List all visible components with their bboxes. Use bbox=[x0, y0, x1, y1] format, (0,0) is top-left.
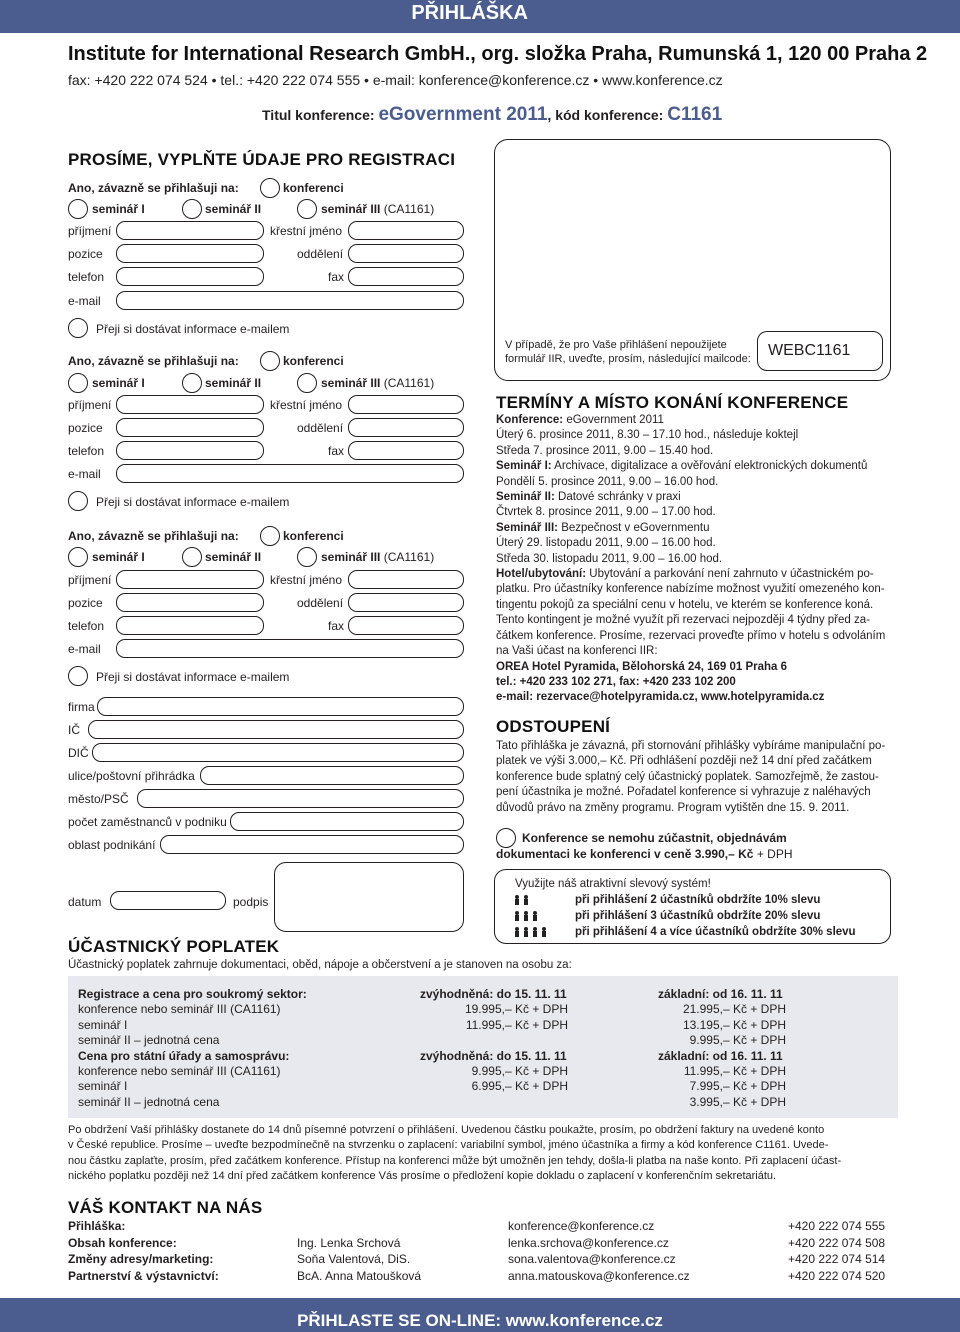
seminar1-label: seminář I bbox=[92, 550, 145, 564]
bottom-banner bbox=[0, 1298, 960, 1332]
seminar2-checkbox[interactable] bbox=[182, 199, 202, 219]
conf-title-label: Titul konference: bbox=[262, 107, 375, 123]
newsletter-checkbox[interactable] bbox=[68, 491, 88, 511]
surname-field[interactable] bbox=[116, 395, 264, 414]
surname-label: příjmení bbox=[68, 224, 112, 238]
phone-label: telefon bbox=[68, 619, 105, 633]
discount-intro: Využijte náš atraktivní slevový systém! bbox=[515, 878, 711, 890]
surname-field[interactable] bbox=[116, 221, 264, 240]
mailcode-note bbox=[505, 338, 751, 366]
contact-name: Soňa Valentová, DiS. bbox=[297, 1252, 411, 1266]
contact-name: Ing. Lenka Srchová bbox=[297, 1235, 401, 1250]
fee-row-label: Registrace a cena pro soukromý sektor: bbox=[78, 987, 307, 1001]
fee-base-price: 7.995,– Kč + DPH bbox=[689, 1079, 786, 1094]
email-label: e-mail bbox=[68, 642, 101, 656]
fee-intro: Účastnický poplatek zahrnuje dokumentaci, oběd, nápoje a občerstvení a je stanoven na osobu za: bbox=[68, 959, 572, 971]
conference-label: konferenci bbox=[283, 354, 344, 368]
fee-base-price: 13.195,– Kč + DPH bbox=[682, 1017, 786, 1032]
hotel-name: OREA Hotel Pyramida, Bělohorská 24, 169 01 Praha 6 bbox=[496, 660, 788, 673]
online-signup-link[interactable]: PŘIHLASTE SE ON-LINE: www.konference.cz bbox=[297, 1311, 663, 1330]
fee-base-price: 9.995,– Kč + DPH bbox=[689, 1033, 786, 1048]
fee-row-label: konference nebo seminář III (CA1161) bbox=[78, 1002, 281, 1017]
organizer-name: Institute for International Research GmbH., org. složka Praha, Rumunská 1, 120 00 Praha 2 bbox=[68, 43, 928, 65]
contact-phone: +420 222 074 508 bbox=[788, 1235, 886, 1250]
venue-day2: Středa 7. prosince 2011, 9.00 – 15.40 hod. bbox=[496, 444, 714, 457]
hotel-text-1: Ubytování a parkování není zahrnuto v účastnickém po- bbox=[589, 568, 874, 581]
fee-row-label: Cena pro státní úřady a samosprávu: bbox=[78, 1048, 290, 1063]
position-field[interactable] bbox=[116, 244, 264, 263]
contact-phone: +420 222 074 555 bbox=[788, 1219, 886, 1233]
person-icon bbox=[524, 911, 528, 921]
department-label: oddělení bbox=[297, 596, 344, 610]
conference-label: konferenci bbox=[283, 529, 344, 543]
payment-text-4: nického poplatku později než 14 dní před začátkem konference Vás prosíme o předložení kopie dokladu o zaplacení v konferenčním sekretariátu. bbox=[68, 1170, 777, 1183]
fee-row-label: konference nebo seminář III (CA1161) bbox=[78, 1064, 281, 1078]
fee-base-price: 11.995,– Kč + DPH bbox=[683, 1064, 786, 1078]
fee-row-label: seminář II – jednotná cena bbox=[78, 1033, 220, 1048]
top-banner bbox=[0, 0, 960, 33]
mailcode-text-1: V případě, že pro Vaše přihlášení nepoužijete bbox=[505, 339, 727, 351]
venue-conf-label: Konference: bbox=[496, 414, 564, 426]
person-icon bbox=[524, 895, 528, 905]
conference-checkbox[interactable] bbox=[260, 526, 280, 546]
venue-conf-value: eGovernment 2011 bbox=[566, 414, 664, 426]
person-icon bbox=[515, 927, 519, 937]
seminar1-heading: Seminář I: bbox=[496, 460, 552, 473]
department-field[interactable] bbox=[348, 418, 464, 437]
signature-label: podpis bbox=[233, 895, 269, 909]
email-field[interactable] bbox=[116, 639, 464, 658]
company-field[interactable] bbox=[97, 697, 464, 716]
fee-base-price: 21.995,– Kč + DPH bbox=[682, 1002, 786, 1017]
conference-checkbox[interactable] bbox=[260, 178, 280, 198]
signup-label: Ano, závazně se přihlašuji na: bbox=[68, 181, 239, 195]
surname-label: příjmení bbox=[68, 398, 112, 412]
seminar3-code: (CA1161) bbox=[383, 376, 435, 390]
conference-title bbox=[262, 104, 722, 126]
payment-text-2: v České republice. Prosíme – uveďte bezpodmínečně na stvrzenku o zaplacení: variabilní symbol, jméno účastníka a firmy a kód konference C1161. Uvede- bbox=[68, 1139, 829, 1152]
seminar2-label: seminář II bbox=[205, 550, 262, 564]
venue-day1: Úterý 6. prosince 2011, 8.30 – 17.10 hod. bbox=[496, 429, 707, 442]
hotel-text-2: platku. Pro účastníky konference nabízíme možnost využití omezeného kon- bbox=[496, 583, 885, 596]
contact-role: Změny adresy/marketing: bbox=[68, 1252, 214, 1266]
seminar3-label bbox=[321, 202, 434, 216]
conference-label: konferenci bbox=[283, 181, 344, 195]
company-label: firma bbox=[68, 700, 95, 714]
documentation-label-1: Konference se nemohu zúčastnit, objednávám bbox=[522, 831, 787, 845]
conf-title-value: eGovernment 2011 bbox=[378, 104, 548, 125]
date-field[interactable] bbox=[110, 891, 226, 910]
employees-label: počet zaměstnanců v podniku bbox=[68, 815, 227, 829]
seminar1-label: seminář I bbox=[92, 376, 145, 390]
fee-base-header: základní: od 16. 11. 11 bbox=[658, 987, 783, 1001]
fax-field[interactable] bbox=[348, 441, 464, 460]
cancel-text-5: důvodů právo na změny programu. Program vytištěn dne 15. 9. 2011. bbox=[496, 801, 850, 814]
seminar1-topic: Archivace, digitalizace a ověřování elektronických dokumentů bbox=[554, 460, 868, 473]
department-field[interactable] bbox=[348, 244, 464, 263]
firstname-label: křestní jméno bbox=[270, 398, 343, 412]
contact-role: Obsah konference: bbox=[68, 1235, 177, 1250]
contact-phone: +420 222 074 520 bbox=[788, 1268, 886, 1283]
contact-email[interactable]: lenka.srchova@konference.cz bbox=[508, 1235, 669, 1250]
newsletter-label: Přeji si dostávat informace e-mailem bbox=[96, 322, 290, 336]
street-field[interactable] bbox=[200, 766, 464, 785]
seminar3-topic: Bezpečnost v eGovernmentu bbox=[561, 521, 710, 534]
hotel-email: e-mail: rezervace@hotelpyramida.cz, www.hotelpyramida.cz bbox=[496, 691, 825, 704]
city-field[interactable] bbox=[137, 789, 464, 808]
contact-role: Přihláška: bbox=[68, 1219, 126, 1233]
payment-text-3: nou částku zaplaťte, prosím, před začátkem konference. Přístup na konferenci může být umožněn jen tehdy, došla-li platba na naše konto. Při zaplacení účast- bbox=[68, 1154, 842, 1167]
fee-early-price: 6.995,– Kč + DPH bbox=[471, 1079, 568, 1094]
seminar3-date-2: Středa 30. listopadu 2011, 9.00 – 16.00 hod. bbox=[496, 552, 723, 565]
position-field[interactable] bbox=[116, 593, 264, 612]
date-label: datum bbox=[68, 895, 102, 909]
cancel-text bbox=[496, 739, 896, 816]
newsletter-label: Přeji si dostávat informace e-mailem bbox=[96, 670, 290, 684]
seminar2-checkbox[interactable] bbox=[182, 373, 202, 393]
venue-heading: TERMÍNY A MÍSTO KONÁNÍ KONFERENCE bbox=[496, 393, 849, 412]
ic-field[interactable] bbox=[88, 720, 464, 739]
discount-icons-2 bbox=[515, 894, 533, 908]
payment-text bbox=[68, 1123, 898, 1185]
phone-label: telefon bbox=[68, 270, 105, 284]
discount-icons-4 bbox=[515, 926, 551, 940]
position-label: pozice bbox=[68, 596, 103, 610]
person-icon bbox=[515, 895, 519, 905]
cancel-text-1: Tato přihláška je závazná, při stornování přihlášky vybíráme manipulační po- bbox=[496, 740, 886, 752]
mailcode-text-2: formulář IIR, uveďte, prosím, následující mailcode: bbox=[505, 353, 751, 365]
email-field[interactable] bbox=[116, 291, 464, 310]
discount-2: při přihlášení 2 účastníků obdržíte 10% slevu bbox=[575, 894, 821, 906]
seminar3-name: seminář III bbox=[321, 376, 381, 390]
fax-field[interactable] bbox=[348, 616, 464, 635]
hotel-text-6: na Vaši účast na konferenci IIR: bbox=[496, 645, 658, 658]
newsletter-checkbox[interactable] bbox=[68, 666, 88, 686]
discount-4: při přihlášení 4 a více účastníků obdržíte 30% slevu bbox=[575, 926, 856, 938]
contact-phone: +420 222 074 514 bbox=[788, 1252, 886, 1266]
conf-code-label: , kód konference: bbox=[547, 107, 664, 123]
cancel-text-2: platek ve výši 3.000,– Kč. Při odhlášení později než 14 dní před začátkem bbox=[496, 755, 872, 768]
phone-field[interactable] bbox=[116, 267, 264, 286]
fax-label: fax bbox=[328, 444, 345, 458]
seminar3-checkbox[interactable] bbox=[297, 199, 317, 219]
seminar2-topic: Datové schránky v praxi bbox=[558, 491, 681, 504]
department-label: oddělení bbox=[297, 247, 344, 261]
newsletter-checkbox[interactable] bbox=[68, 318, 88, 338]
employees-field[interactable] bbox=[230, 812, 464, 831]
hotel-heading: Hotel/ubytování: bbox=[496, 568, 587, 581]
dic-field[interactable] bbox=[92, 743, 464, 762]
business-field[interactable] bbox=[160, 835, 464, 854]
documentation-checkbox[interactable] bbox=[496, 828, 516, 848]
surname-label: příjmení bbox=[68, 573, 112, 587]
email-field[interactable] bbox=[116, 464, 464, 483]
seminar3-name: seminář III bbox=[321, 550, 381, 564]
cancel-heading: ODSTOUPENÍ bbox=[496, 717, 611, 736]
seminar2-heading: Seminář II: bbox=[496, 491, 555, 504]
contact-email[interactable]: anna.matouskova@konference.cz bbox=[508, 1268, 690, 1283]
seminar1-checkbox[interactable] bbox=[68, 547, 88, 567]
contact-name: BcA. Anna Matoušková bbox=[297, 1268, 422, 1283]
fee-heading: ÚČASTNICKÝ POPLATEK bbox=[68, 937, 280, 956]
fee-base-header: základní: od 16. 11. 11 bbox=[658, 1048, 783, 1063]
venue-day1-note: , následuje koktejl bbox=[706, 429, 799, 442]
documentation-price: dokumentaci ke konferenci v ceně 3.990,– Kč bbox=[496, 847, 754, 861]
hotel-text-4: Tento kontingent je možné využít při rezervaci nejpozději 4 týdny před za- bbox=[496, 614, 870, 627]
seminar2-date: Čtvrtek 8. prosince 2011, 9.00 – 17.00 hod. bbox=[496, 506, 716, 519]
contact-email[interactable]: sona.valentova@konference.cz bbox=[508, 1252, 676, 1266]
hotel-phone: tel.: +420 233 102 271, fax: +420 233 102 200 bbox=[496, 675, 736, 688]
fee-row-label: seminář II – jednotná cena bbox=[78, 1094, 220, 1109]
discount-icons-3 bbox=[515, 910, 542, 924]
seminar3-name: seminář III bbox=[321, 202, 381, 216]
position-label: pozice bbox=[68, 421, 103, 435]
firstname-label: křestní jméno bbox=[270, 573, 343, 587]
seminar1-date: Pondělí 5. prosince 2011, 9.00 – 16.00 hod. bbox=[496, 475, 719, 488]
seminar1-checkbox[interactable] bbox=[68, 373, 88, 393]
signature-field[interactable] bbox=[274, 862, 464, 932]
hotel-text-5: čátkem konference. Prosíme, rezervaci proveďte přímo v hotelu s odvoláním bbox=[496, 629, 886, 642]
fax-label: fax bbox=[328, 619, 345, 633]
dic-label: DIČ bbox=[68, 746, 89, 760]
documentation-label-2 bbox=[496, 847, 793, 861]
discount-3: při přihlášení 3 účastníků obdržíte 20% slevu bbox=[575, 910, 821, 922]
fee-early-price: 11.995,– Kč + DPH bbox=[465, 1017, 568, 1032]
seminar2-label: seminář II bbox=[205, 202, 262, 216]
firstname-field[interactable] bbox=[348, 221, 464, 240]
seminar3-checkbox[interactable] bbox=[297, 373, 317, 393]
email-label: e-mail bbox=[68, 294, 101, 308]
fee-early-header: zvýhodněná: do 15. 11. 11 bbox=[420, 987, 567, 1001]
cancel-text-3: konference bude splatný celý účastnický poplatek. Samozřejmě, že zastou- bbox=[496, 770, 879, 783]
contact-role: Partnerství & výstavnictví: bbox=[68, 1268, 219, 1283]
phone-field[interactable] bbox=[116, 616, 264, 635]
seminar2-label: seminář II bbox=[205, 376, 262, 390]
person-icon bbox=[533, 911, 537, 921]
registration-heading: PROSÍME, VYPLŇTE ÚDAJE PRO REGISTRACI bbox=[68, 150, 456, 169]
contact-heading: VÁŠ KONTAKT NA NÁS bbox=[68, 1198, 263, 1217]
phone-field[interactable] bbox=[116, 441, 264, 460]
position-label: pozice bbox=[68, 247, 103, 261]
newsletter-label: Přeji si dostávat informace e-mailem bbox=[96, 495, 290, 509]
business-label: oblast podnikání bbox=[68, 838, 156, 852]
mailcode-value: WEBC1161 bbox=[768, 342, 851, 359]
cancel-text-4: pení účastníka je možné. Pořadatel konference si vyhrazuje z naléhavých bbox=[496, 786, 871, 799]
banner-title: PŘIHLÁŠKA bbox=[411, 2, 528, 24]
fee-early-header: zvýhodněná: do 15. 11. 11 bbox=[420, 1048, 567, 1063]
city-label: město/PSČ bbox=[68, 792, 129, 806]
firstname-field[interactable] bbox=[348, 570, 464, 589]
contact-email[interactable]: konference@konference.cz bbox=[508, 1219, 655, 1233]
organizer-contacts: fax: +420 222 074 524 • tel.: +420 222 074 555 • e-mail: konference@konference.cz • www.konference.cz bbox=[68, 72, 723, 88]
seminar3-code: (CA1161) bbox=[383, 202, 435, 216]
ic-label: IČ bbox=[68, 723, 80, 737]
seminar1-checkbox[interactable] bbox=[68, 199, 88, 219]
department-field[interactable] bbox=[348, 593, 464, 612]
person-icon bbox=[542, 927, 546, 937]
firstname-label: křestní jméno bbox=[270, 224, 343, 238]
seminar3-code: (CA1161) bbox=[383, 550, 435, 564]
seminar2-checkbox[interactable] bbox=[182, 547, 202, 567]
fee-row-label: seminář I bbox=[78, 1079, 128, 1094]
department-label: oddělení bbox=[297, 421, 344, 435]
signup-label: Ano, závazně se přihlašuji na: bbox=[68, 529, 239, 543]
fee-early-price: 19.995,– Kč + DPH bbox=[464, 1002, 568, 1017]
fax-field[interactable] bbox=[348, 267, 464, 286]
seminar3-label bbox=[321, 376, 434, 390]
seminar1-label: seminář I bbox=[92, 202, 145, 216]
firstname-field[interactable] bbox=[348, 395, 464, 414]
fee-row-label: seminář I bbox=[78, 1017, 128, 1032]
fee-early-price: 9.995,– Kč + DPH bbox=[471, 1064, 568, 1078]
fax-label: fax bbox=[328, 270, 345, 284]
payment-text-1: Po obdržení Vaší přihlášky dostanete do 14 dnů písemné potvrzení o přihlášení. Uvedenou částku poukažte, prosím, po obdržení faktury na uvedené konto bbox=[68, 1124, 825, 1136]
street-label: ulice/poštovní přihrádka bbox=[68, 769, 195, 783]
position-field[interactable] bbox=[116, 418, 264, 437]
seminar3-checkbox[interactable] bbox=[297, 547, 317, 567]
seminar3-heading: Seminář III: bbox=[496, 521, 558, 534]
hotel-text-3: tingentu pokojů za speciální cenu v hotelu, ve kterém se konference koná. bbox=[496, 598, 874, 611]
surname-field[interactable] bbox=[116, 570, 264, 589]
email-label: e-mail bbox=[68, 467, 101, 481]
venue-details bbox=[496, 413, 896, 706]
person-icon bbox=[524, 927, 528, 937]
conference-checkbox[interactable] bbox=[260, 351, 280, 371]
person-icon bbox=[515, 911, 519, 921]
seminar3-label bbox=[321, 550, 434, 564]
phone-label: telefon bbox=[68, 444, 105, 458]
fee-base-price: 3.995,– Kč + DPH bbox=[689, 1094, 786, 1109]
documentation-vat: + DPH bbox=[756, 847, 793, 861]
signup-label: Ano, závazně se přihlašuji na: bbox=[68, 354, 239, 368]
seminar3-date-1: Úterý 29. listopadu 2011, 9.00 – 16.00 hod. bbox=[496, 537, 716, 550]
conf-code-value: C1161 bbox=[667, 104, 723, 125]
person-icon bbox=[533, 927, 537, 937]
